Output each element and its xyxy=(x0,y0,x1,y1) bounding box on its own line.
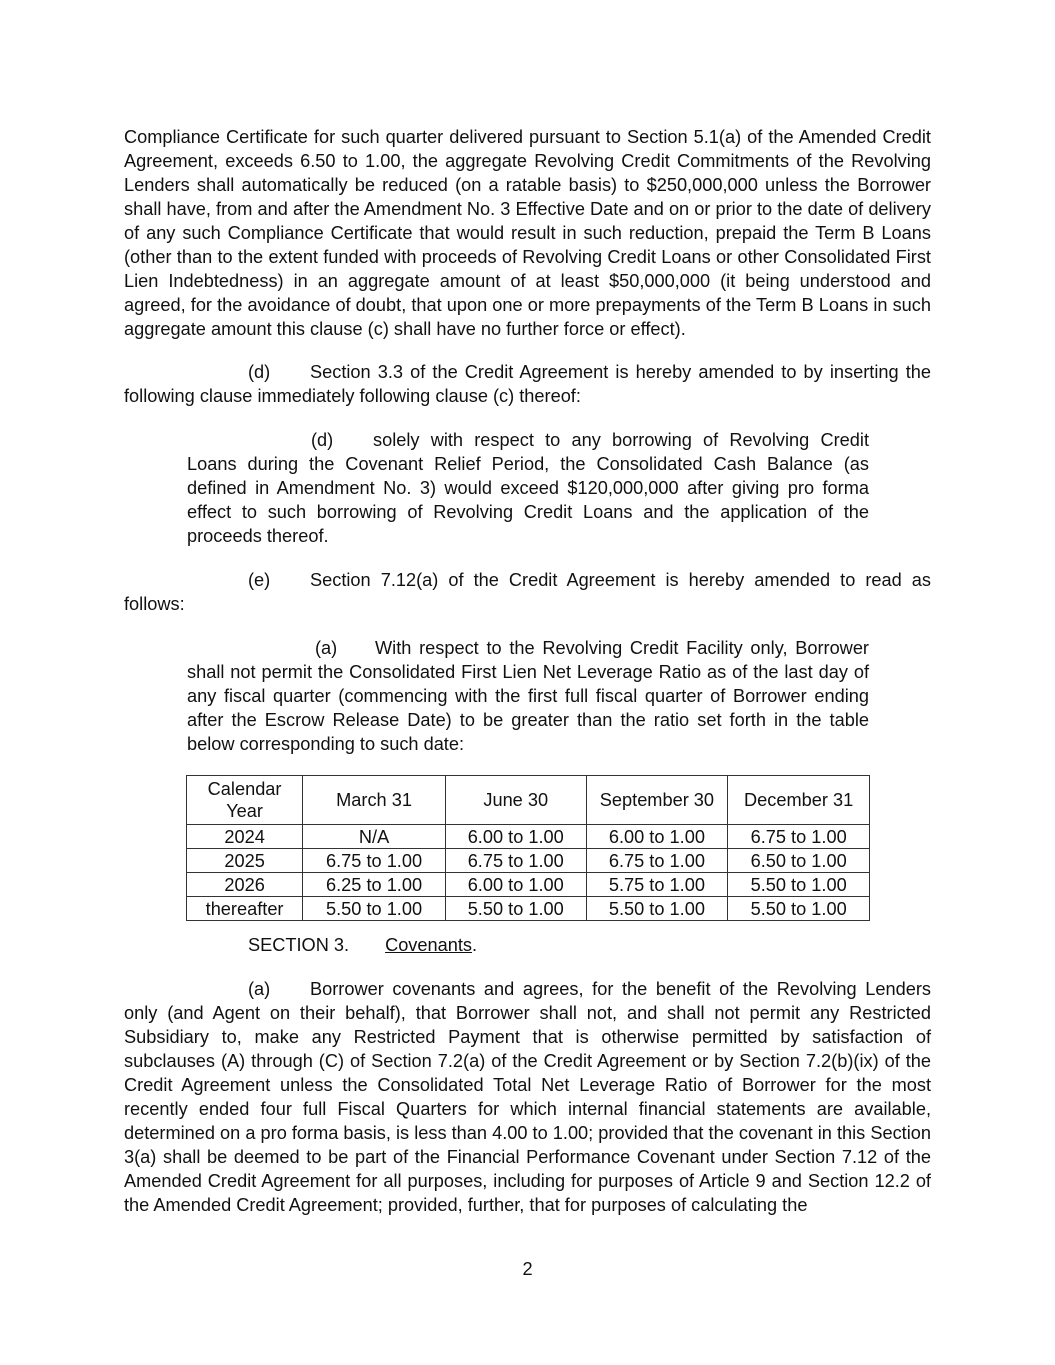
paragraph-c-continuation: Compliance Certificate for such quarter delivered pursuant to Section 5.1(a) of the Amended Credit Agreement, exceeds 6.50 to 1.00, the aggregate Revolving Credit Commitments of the Revolving Lenders shall automatically be reduced (on a ratable basis) to $250,000,000 unless the Borrower shall have, from and after the Amendment No. 3 Effective Date and on or prior to the date of delivery of any such Compliance Certificate that would result in such reduction, prepaid the Term B Loans (other than to the extent funded with proceeds of Revolving Credit Loans or other Consolidated First Lien Indebtedness) in an aggregate amount of at least $50,000,000 (it being understood and agreed, for the avoidance of doubt, that upon one or more prepayments of the Term B Loans in such aggregate amount this clause (c) shall have no further force or effect). xyxy=(124,127,931,339)
header-september-30: September 30 xyxy=(586,776,728,825)
quote-clause-d xyxy=(187,428,869,548)
cell-ratio: 6.25 to 1.00 xyxy=(303,873,446,897)
table-header-row xyxy=(187,776,870,825)
quote-clause-a-label: (a) xyxy=(315,638,338,658)
header-calendar-year: Calendar Year xyxy=(187,776,303,825)
section-title: Covenants xyxy=(385,935,473,955)
cell-ratio: 6.00 to 1.00 xyxy=(586,825,728,849)
paragraph-d xyxy=(124,360,931,408)
table-row xyxy=(187,825,870,849)
paragraph-d-text: Section 3.3 of the Credit Agreement is hereby amended to by inserting the following clause immediately following clause (c) thereof: xyxy=(124,362,931,406)
quote-clause-a-text: With respect to the Revolving Credit Facility only, Borrower shall not permit the Consolidated First Lien Net Leverage Ratio as of the last day of any fiscal quarter (commencing with the first full fiscal quarter of Borrower ending after the Escrow Release Date) to be greater than the ratio set forth in the table below corresponding to such date: xyxy=(187,638,869,754)
cell-ratio: 6.75 to 1.00 xyxy=(445,849,586,873)
quote-clause-a xyxy=(187,636,869,756)
section-3-paragraph-a-text: Borrower covenants and agrees, for the benefit of the Revolving Lenders only (and Agent on their behalf), that Borrower shall not, and shall not permit any Restricted Subsidiary to, make any Restricted Payment that is otherwise permitted by satisfaction of subclauses (A) through (C) of Section 7.2(a) of the Credit Agreement or by Section 7.2(b)(ix) of the Credit Agreement unless the Consolidated Total Net Leverage Ratio of Borrower for the most recently ended four full Fiscal Quarters for which internal financial statements are available, determined on a pro forma basis, is less than 4.00 to 1.00; provided that the covenant in this Section 3(a) shall be deemed to be part of the Financial Performance Covenant under Section 7.12 of the Amended Credit Agreement for all purposes, including for purposes of Article 9 and Section 12.2 of the Amended Credit Agreement; provided, further, that for purposes of calculating the xyxy=(124,979,931,1215)
section-number: SECTION 3. xyxy=(248,935,350,955)
header-december-31: December 31 xyxy=(728,776,870,825)
cell-ratio: 5.50 to 1.00 xyxy=(728,873,870,897)
cell-year: 2024 xyxy=(187,825,303,849)
header-march-31: March 31 xyxy=(303,776,446,825)
cell-ratio: 5.50 to 1.00 xyxy=(728,897,870,921)
paragraph-e-label: (e) xyxy=(248,570,271,590)
cell-ratio: 5.50 to 1.00 xyxy=(303,897,446,921)
section-3-heading xyxy=(248,933,477,957)
table-row xyxy=(187,897,870,921)
cell-ratio: 5.50 to 1.00 xyxy=(586,897,728,921)
section-title-period: . xyxy=(472,935,478,955)
cell-year: thereafter xyxy=(187,897,303,921)
cell-year: 2025 xyxy=(187,849,303,873)
header-june-30: June 30 xyxy=(445,776,586,825)
section-3-paragraph-a xyxy=(124,977,931,1217)
quote-clause-d-text: solely with respect to any borrowing of Revolving Credit Loans during the Covenant Relief Period, the Consolidated Cash Balance (as defined in Amendment No. 3) would exceed $120,000,000 after giving pro forma effect to such borrowing of Revolving Credit Loans and the application of the proceeds thereof. xyxy=(187,430,869,546)
cell-ratio: 6.00 to 1.00 xyxy=(445,825,586,849)
cell-ratio: N/A xyxy=(303,825,446,849)
cell-ratio: 6.75 to 1.00 xyxy=(586,849,728,873)
cell-ratio: 6.75 to 1.00 xyxy=(303,849,446,873)
leverage-ratio-table xyxy=(186,775,870,921)
table-row xyxy=(187,849,870,873)
cell-ratio: 5.75 to 1.00 xyxy=(586,873,728,897)
cell-year: 2026 xyxy=(187,873,303,897)
section-3-paragraph-a-label: (a) xyxy=(248,979,271,999)
cell-ratio: 5.50 to 1.00 xyxy=(445,897,586,921)
paragraph-e-text: Section 7.12(a) of the Credit Agreement is hereby amended to read as follows: xyxy=(124,570,931,614)
table-row xyxy=(187,873,870,897)
quote-clause-d-label: (d) xyxy=(311,430,334,450)
paragraph-e xyxy=(124,568,931,616)
page-number: 2 xyxy=(522,1259,533,1279)
cell-ratio: 6.00 to 1.00 xyxy=(445,873,586,897)
cell-ratio: 6.75 to 1.00 xyxy=(728,825,870,849)
cell-ratio: 6.50 to 1.00 xyxy=(728,849,870,873)
paragraph-d-label: (d) xyxy=(248,362,271,382)
